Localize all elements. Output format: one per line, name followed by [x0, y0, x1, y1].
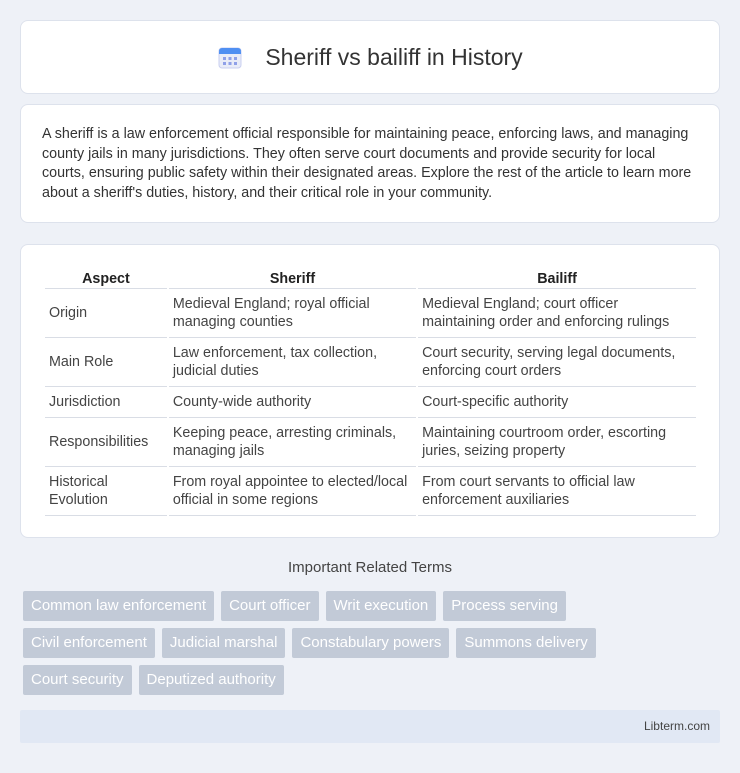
calendar-icon [217, 44, 243, 70]
table-row [45, 289, 696, 338]
cell-sheriff: Medieval England; royal official managing counties [169, 289, 416, 338]
cell-bailiff: From court servants to official law enforcement auxiliaries [418, 467, 696, 516]
header-bailiff: Bailiff [418, 265, 696, 289]
comparison-table-card [20, 244, 720, 538]
tag-civil-enforcement[interactable]: Civil enforcement [23, 628, 155, 658]
intro-card [20, 104, 720, 223]
cell-bailiff: Court-specific authority [418, 387, 696, 418]
comparison-table [43, 265, 698, 516]
tag-writ-execution[interactable]: Writ execution [326, 591, 437, 621]
cell-aspect: Historical Evolution [45, 467, 167, 516]
cell-sheriff: Law enforcement, tax collection, judicial duties [169, 338, 416, 387]
header-sheriff: Sheriff [169, 265, 416, 289]
page-title: Sheriff vs bailiff in History [265, 43, 523, 70]
cell-sheriff: From royal appointee to elected/local official in some regions [169, 467, 416, 516]
cell-sheriff: Keeping peace, arresting criminals, managing jails [169, 418, 416, 467]
header-card [20, 20, 720, 94]
tag-row [23, 591, 723, 621]
tag-court-officer[interactable]: Court officer [221, 591, 318, 621]
related-terms-tags [23, 591, 723, 702]
cell-aspect: Jurisdiction [45, 387, 167, 418]
table-row [45, 387, 696, 418]
table-row [45, 338, 696, 387]
tag-row [23, 628, 723, 658]
tag-row [23, 665, 723, 695]
tag-summons-delivery[interactable]: Summons delivery [456, 628, 595, 658]
intro-text: A sheriff is a law enforcement official responsible for maintaining peace, enforcing laws, and managing county jails in many jurisdictions. They often serve court documents and provide security for local courts, ensuring public safety within their designated areas. Explore the rest of the article to learn more about a sheriff's duties, history, and their critical role in your community. [42, 126, 692, 201]
tag-court-security[interactable]: Court security [23, 665, 132, 695]
cell-aspect: Responsibilities [45, 418, 167, 467]
footer [20, 710, 720, 743]
cell-bailiff: Maintaining courtroom order, escorting juries, seizing property [418, 418, 696, 467]
tag-deputized-authority[interactable]: Deputized authority [139, 665, 284, 695]
cell-sheriff: County-wide authority [169, 387, 416, 418]
header-aspect: Aspect [45, 265, 167, 289]
table-header-row [45, 265, 696, 289]
footer-link[interactable]: Libterm.com [643, 719, 710, 733]
table-row [45, 418, 696, 467]
cell-aspect: Origin [45, 289, 167, 338]
tag-constabulary-powers[interactable]: Constabulary powers [292, 628, 449, 658]
cell-aspect: Main Role [45, 338, 167, 387]
related-terms-title: Important Related Terms [288, 559, 452, 576]
tag-process-serving[interactable]: Process serving [443, 591, 566, 621]
table-row [45, 467, 696, 516]
cell-bailiff: Court security, serving legal documents, enforcing court orders [418, 338, 696, 387]
cell-bailiff: Medieval England; court officer maintaining order and enforcing rulings [418, 289, 696, 338]
title-wrap [217, 44, 522, 71]
tag-common-law-enforcement[interactable]: Common law enforcement [23, 591, 214, 621]
tag-judicial-marshal[interactable]: Judicial marshal [162, 628, 286, 658]
